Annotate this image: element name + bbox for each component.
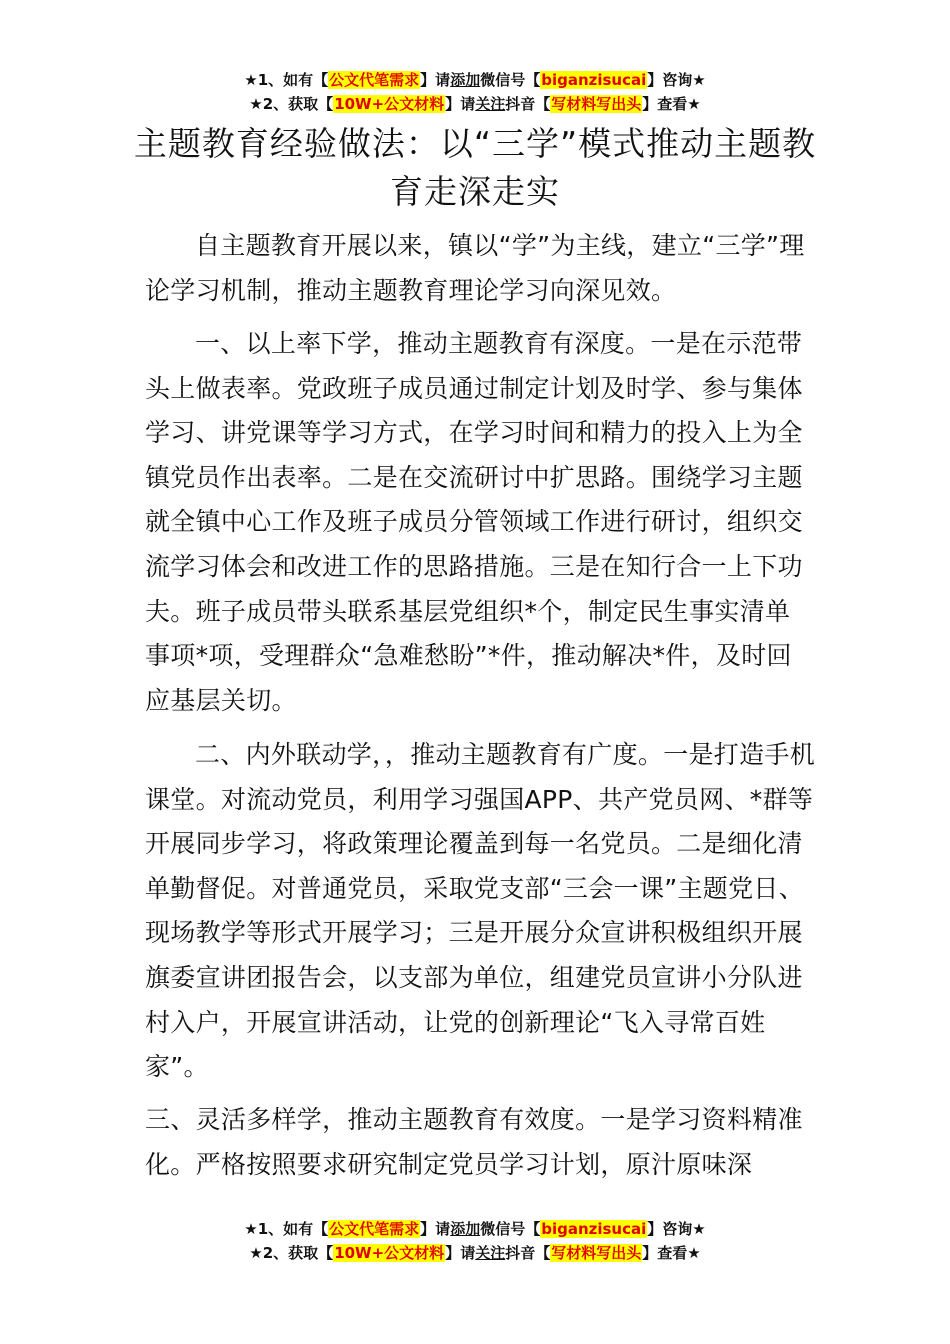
banner-text: 】查看★ (642, 95, 701, 113)
banner-underlined: 关注 (475, 1244, 506, 1262)
banner-text: 抖音【 (505, 1244, 551, 1262)
paragraph-section-1: 一、以上率下学，推动主题教育有深度。一是在示范带头上做表率。党政班子成员通过制定计划及时学、参与集体学习、讲党课等学习方式，在学习时间和精力的投入上为全镇党员作出表率。二是在交流研讨中扩思路。围绕学习主题就全镇中心工作及班子成员分管领域工作进行研讨，组织交流学习体会和改进工作的思路措施。三是在知行合一上下功夫。班子成员带头联系基层党组织*个，制定民生事实清单事项*项，受理群众“急难愁盼”*件，推动解决*件，及时回应基层关切。 (145, 329, 803, 715)
banner-highlight: 10W+公文材料 (334, 1244, 445, 1262)
banner-text: ★2、获取【 (249, 95, 334, 113)
footer-banner (0, 1217, 950, 1265)
banner-underlined: 添加 (450, 1220, 481, 1238)
banner-line-1 (0, 68, 950, 92)
banner-text: 微信号【 (480, 1220, 541, 1238)
paragraph-section-3: 三、灵活多样学，推动主题教育有效度。一是学习资料精准化。严格按照要求研究制定党员学习计划，原汁原味深 (145, 1105, 803, 1179)
banner-line-2 (0, 1241, 950, 1265)
banner-highlight: 公文代笔需求 (329, 71, 420, 89)
banner-underlined: 添加 (450, 71, 481, 89)
header-banner (0, 68, 950, 116)
document-title: 主题教育经验做法：以“三学”模式推动主题教育走深走实 (133, 124, 817, 211)
banner-text: 】请 (445, 95, 476, 113)
banner-line-2 (0, 92, 950, 116)
banner-text: 】请 (420, 71, 451, 89)
banner-text: 】咨询★ (647, 1220, 706, 1238)
banner-text: 】咨询★ (647, 71, 706, 89)
banner-text: 】查看★ (642, 1244, 701, 1262)
banner-text: 微信号【 (480, 71, 541, 89)
banner-highlight: 写材料写出头 (551, 95, 642, 113)
banner-highlight: 写材料写出头 (551, 1244, 642, 1262)
banner-line-1 (0, 1217, 950, 1241)
banner-text: ★1、如有【 (244, 1220, 329, 1238)
banner-underlined: 关注 (475, 95, 506, 113)
banner-text: 】请 (445, 1244, 476, 1262)
paragraph-intro: 自主题教育开展以来，镇以“学”为主线，建立“三学”理论学习机制，推动主题教育理论学习向深见效。 (145, 231, 805, 305)
banner-text: ★1、如有【 (244, 71, 329, 89)
banner-text: ★2、获取【 (249, 1244, 334, 1262)
banner-text: 抖音【 (505, 95, 551, 113)
banner-text: 】请 (420, 1220, 451, 1238)
banner-highlight: 公文代笔需求 (329, 1220, 420, 1238)
banner-highlight: biganzisucai (541, 71, 647, 89)
banner-highlight: biganzisucai (541, 1220, 647, 1238)
paragraph-section-2: 二、内外联动学，，推动主题教育有广度。一是打造手机课堂。对流动党员，利用学习强国APP、共产党员网、*群等开展同步学习，将政策理论覆盖到每一名党员。二是细化清单勤督促。对普通党员，采取党支部“三会一课”主题党日、现场教学等形式开展学习；三是开展分众宣讲积极组织开展旗委宣讲团报告会，以支部为单位，组建党员宣讲小分队进村入户，开展宣讲活动，让党的创新理论“飞入寻常百姓家”。 (145, 740, 816, 1082)
banner-highlight: 10W+公文材料 (334, 95, 445, 113)
